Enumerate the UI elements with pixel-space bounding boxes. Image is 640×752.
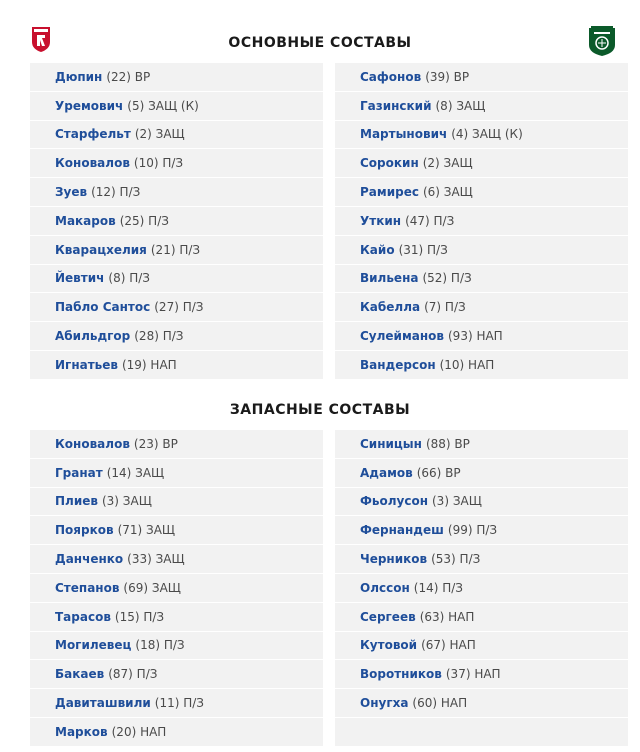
- player-name-link[interactable]: Олссон: [360, 580, 410, 595]
- player-name-link[interactable]: Сорокин: [360, 156, 419, 171]
- player-row: [335, 265, 628, 294]
- player-name-link[interactable]: Сулейманов: [360, 329, 444, 344]
- player-name-link[interactable]: Степанов: [55, 580, 120, 595]
- player-number-position: (11) П/З: [154, 696, 205, 711]
- player-name-link[interactable]: Сергеев: [360, 609, 416, 624]
- player-row: [30, 459, 323, 488]
- player-row: [335, 459, 628, 488]
- player-row: [30, 92, 323, 121]
- player-number-position: (31) П/З: [398, 242, 448, 257]
- player-name-link[interactable]: Могилевец: [55, 638, 132, 653]
- player-number-position: (23) ВР: [133, 436, 178, 451]
- player-number-position: (69) ЗАЩ: [123, 580, 181, 595]
- subs-away-list: [335, 430, 628, 747]
- player-name-link[interactable]: Кабелла: [360, 300, 421, 315]
- player-row: [30, 545, 323, 574]
- player-row: [30, 63, 323, 92]
- player-row: [335, 488, 628, 517]
- player-row: [30, 236, 323, 265]
- player-row: [335, 430, 628, 459]
- player-row: [30, 430, 323, 459]
- player-row: [335, 351, 628, 380]
- player-number-position: (3) ЗАЩ: [101, 494, 152, 509]
- player-number-position: (88) ВР: [425, 436, 470, 451]
- player-number-position: (47) П/З: [405, 213, 455, 228]
- player-name-link[interactable]: Воротников: [360, 667, 442, 682]
- player-number-position: (18) П/З: [135, 638, 185, 653]
- player-number-position: (14) ЗАЩ: [106, 465, 165, 480]
- player-name-link[interactable]: Коновалов: [55, 436, 130, 451]
- player-number-position: (21) П/З: [150, 242, 201, 257]
- player-number-position: (25) П/З: [119, 213, 169, 228]
- player-number-position: (19) НАП: [121, 357, 177, 372]
- player-number-position: (66) ВР: [416, 465, 461, 480]
- player-number-position: (10) НАП: [439, 357, 495, 372]
- player-name-link[interactable]: Вильена: [360, 271, 419, 286]
- player-number-position: (27) П/З: [154, 300, 204, 315]
- player-name-link[interactable]: Адамов: [360, 465, 413, 480]
- player-number-position: (6) ЗАЩ: [422, 185, 473, 200]
- player-number-position: (8) П/З: [108, 271, 150, 286]
- player-row: [30, 718, 323, 747]
- player-name-link[interactable]: Рамирес: [360, 185, 419, 200]
- player-number-position: (53) П/З: [431, 552, 481, 567]
- player-row: [30, 178, 323, 207]
- player-number-position: (2) ЗАЩ: [134, 127, 185, 142]
- player-name-link[interactable]: Коновалов: [55, 156, 130, 171]
- player-name-link[interactable]: Фернандеш: [360, 523, 444, 538]
- player-row: [335, 322, 628, 351]
- player-name-link[interactable]: Поярков: [55, 523, 114, 538]
- player-row: [30, 632, 323, 661]
- player-name-link[interactable]: Кутовой: [360, 638, 418, 653]
- player-name-link[interactable]: Тарасов: [55, 609, 111, 624]
- player-row: [335, 178, 628, 207]
- away-team-logo: [588, 25, 616, 57]
- lineups-header: [0, 0, 640, 62]
- player-name-link[interactable]: Старфельт: [55, 127, 131, 142]
- player-row: [335, 516, 628, 545]
- player-row: [30, 603, 323, 632]
- player-row: [335, 63, 628, 92]
- player-row: [30, 660, 323, 689]
- player-name-link[interactable]: Черников: [360, 552, 428, 567]
- player-number-position: (15) П/З: [114, 609, 165, 624]
- player-name-link[interactable]: Мартынович: [360, 127, 448, 142]
- player-row: [335, 121, 628, 150]
- player-number-position: (5) ЗАЩ (К): [127, 98, 199, 113]
- player-name-link[interactable]: Зуев: [55, 185, 88, 200]
- player-name-link[interactable]: Уткин: [360, 213, 402, 228]
- player-row: [335, 545, 628, 574]
- player-row: [335, 236, 628, 265]
- player-number-position: (20) НАП: [111, 724, 167, 739]
- player-row: [30, 689, 323, 718]
- player-row: [335, 574, 628, 603]
- player-row: [335, 293, 628, 322]
- player-name-link[interactable]: Абильдгор: [55, 329, 131, 344]
- player-row: [335, 689, 628, 718]
- player-name-link[interactable]: Марков: [55, 724, 108, 739]
- player-row: [335, 149, 628, 178]
- player-name-link[interactable]: Газинский: [360, 98, 432, 113]
- player-row: [30, 265, 323, 294]
- player-number-position: (4) ЗАЩ (К): [451, 127, 523, 142]
- main-lineups-title: ОСНОВНЫЕ СОСТАВЫ: [228, 35, 412, 51]
- player-name-link[interactable]: Пабло Сантос: [55, 300, 151, 315]
- player-name-link[interactable]: Давиташвили: [55, 696, 151, 711]
- player-number-position: (37) НАП: [445, 667, 501, 682]
- player-number-position: (67) НАП: [421, 638, 476, 653]
- player-number-position: (87) П/З: [108, 667, 158, 682]
- player-name-link[interactable]: Йевтич: [55, 271, 105, 286]
- player-number-position: (7) П/З: [424, 300, 466, 315]
- player-row: [335, 632, 628, 661]
- player-row: [30, 351, 323, 380]
- subs-lineups-title: ЗАПАСНЫЕ СОСТАВЫ: [229, 402, 411, 418]
- main-home-list: [30, 63, 323, 380]
- player-number-position: (63) НАП: [419, 609, 475, 624]
- player-row: [335, 603, 628, 632]
- player-name-link[interactable]: Макаров: [55, 213, 116, 228]
- player-row: [30, 516, 323, 545]
- player-number-position: (14) П/З: [413, 580, 463, 595]
- player-name-link[interactable]: Бакаев: [55, 667, 105, 682]
- player-row: [335, 92, 628, 121]
- player-name-link[interactable]: Кварацхелия: [55, 242, 147, 257]
- player-name-link[interactable]: Гранат: [55, 465, 103, 480]
- player-row: [30, 149, 323, 178]
- player-name-link[interactable]: Онугха: [360, 696, 409, 711]
- player-name-link[interactable]: Игнатьев: [55, 357, 118, 372]
- main-away-list: [335, 63, 628, 380]
- player-row: [335, 718, 628, 747]
- player-number-position: (10) П/З: [133, 156, 184, 171]
- player-number-position: (71) ЗАЩ: [117, 523, 176, 538]
- player-name-link[interactable]: Синицын: [360, 436, 422, 451]
- player-number-position: (39) ВР: [425, 69, 470, 84]
- player-row: [30, 121, 323, 150]
- player-row: [335, 660, 628, 689]
- player-number-position: (93) НАП: [448, 329, 503, 344]
- player-row: [30, 574, 323, 603]
- player-name-link[interactable]: Уремович: [55, 98, 124, 113]
- player-name-link[interactable]: Сафонов: [360, 69, 422, 84]
- player-number-position: (52) П/З: [422, 271, 472, 286]
- player-number-position: (22) ВР: [106, 69, 151, 84]
- player-name-link[interactable]: Плиев: [55, 494, 98, 509]
- player-number-position: (8) ЗАЩ: [435, 98, 486, 113]
- player-number-position: (2) ЗАЩ: [422, 156, 473, 171]
- player-number-position: (33) ЗАЩ: [127, 552, 185, 567]
- player-name-link[interactable]: Данченко: [55, 552, 124, 567]
- player-number-position: (12) П/З: [91, 185, 141, 200]
- player-row: [30, 207, 323, 236]
- player-number-position: (28) П/З: [134, 329, 184, 344]
- subs-home-list: [30, 430, 323, 747]
- player-number-position: (60) НАП: [412, 696, 468, 711]
- player-number-position: (99) П/З: [447, 523, 498, 538]
- player-name-link[interactable]: Фьолусон: [360, 494, 428, 509]
- player-row: [30, 322, 323, 351]
- player-row: [30, 293, 323, 322]
- player-name-link[interactable]: Дюпин: [55, 69, 103, 84]
- player-row: [30, 488, 323, 517]
- player-name-link[interactable]: Кайо: [360, 242, 395, 257]
- player-name-link[interactable]: Вандерсон: [360, 357, 436, 372]
- player-row: [335, 207, 628, 236]
- player-number-position: (3) ЗАЩ: [432, 494, 482, 509]
